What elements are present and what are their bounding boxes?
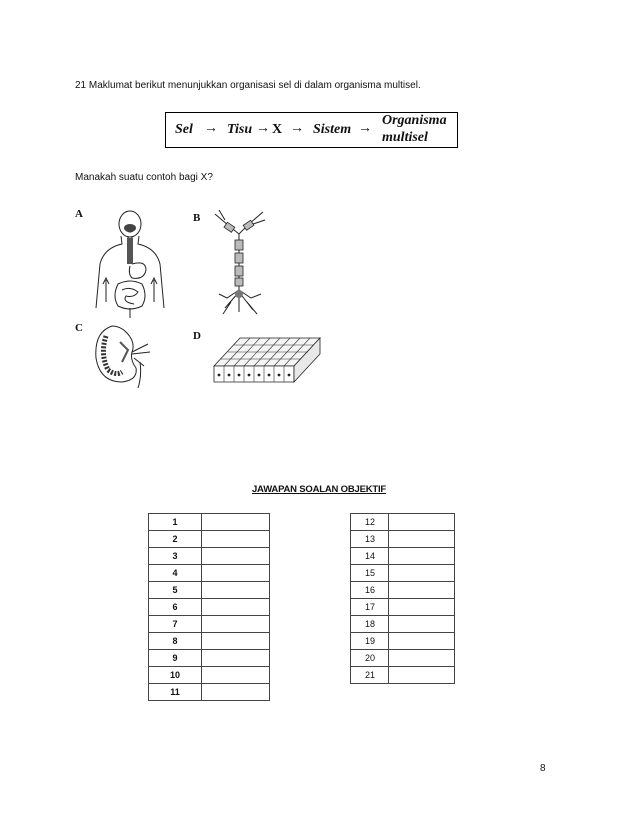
flow-tisu: Tisu (227, 122, 253, 137)
answer-blank-cell[interactable] (202, 582, 270, 599)
answer-blank-cell[interactable] (389, 599, 455, 616)
answer-blank-cell[interactable] (202, 599, 270, 616)
question-number-cell: 16 (351, 582, 389, 599)
question-number-cell: 21 (351, 667, 389, 684)
answer-blank-cell[interactable] (389, 548, 455, 565)
flow-sel: Sel (175, 122, 193, 137)
answer-row (149, 582, 270, 599)
answer-sheet-heading: JAWAPAN SOALAN OBJEKTIF (251, 484, 387, 495)
answer-row (351, 548, 455, 565)
answer-row (351, 616, 455, 633)
answer-blank-cell[interactable] (389, 514, 455, 531)
answer-blank-cell[interactable] (389, 616, 455, 633)
answer-row (351, 565, 455, 582)
answer-row (149, 633, 270, 650)
answer-blank-cell[interactable] (389, 633, 455, 650)
page-number: 8 (540, 763, 546, 774)
flow-organisma: Organisma (382, 113, 447, 128)
question-number-cell: 12 (351, 514, 389, 531)
question-number-cell: 5 (149, 582, 202, 599)
flow-sistem: Sistem (313, 122, 352, 137)
answer-row (149, 684, 270, 701)
answer-row (149, 531, 270, 548)
question-number-cell: 4 (149, 565, 202, 582)
flow-multisel: multisel (382, 130, 428, 145)
question-number-cell: 9 (149, 650, 202, 667)
kidney-illustration (92, 322, 154, 388)
answer-blank-cell[interactable] (202, 650, 270, 667)
arrow-icon: → (290, 121, 304, 136)
option-label-c: C (75, 322, 83, 334)
question-number-cell: 20 (351, 650, 389, 667)
answer-row (351, 599, 455, 616)
answer-blank-cell[interactable] (389, 565, 455, 582)
epithelial-tissue-illustration (206, 330, 322, 390)
question-number-cell: 10 (149, 667, 202, 684)
question-number-cell: 2 (149, 531, 202, 548)
answer-table-left (148, 513, 270, 701)
option-label-b: B (193, 212, 201, 224)
answer-blank-cell[interactable] (202, 531, 270, 548)
answer-row (149, 514, 270, 531)
answer-row (351, 633, 455, 650)
answer-row (149, 565, 270, 582)
question-text: 21 Maklumat berikut menunjukkan organisasi sel di dalam organisma multisel. (75, 80, 421, 91)
question-number-cell: 8 (149, 633, 202, 650)
question-number-cell: 19 (351, 633, 389, 650)
answer-row (149, 667, 270, 684)
answer-row (351, 531, 455, 548)
option-label-d: D (193, 330, 201, 342)
answer-blank-cell[interactable] (202, 548, 270, 565)
answer-row (351, 582, 455, 599)
answer-blank-cell[interactable] (389, 531, 455, 548)
answer-blank-cell[interactable] (202, 514, 270, 531)
answer-table-right (350, 513, 455, 684)
question-number-cell: 15 (351, 565, 389, 582)
question-ask: Manakah suatu contoh bagi X? (75, 172, 213, 183)
answer-blank-cell[interactable] (389, 667, 455, 684)
answer-row (351, 667, 455, 684)
option-label-a: A (75, 208, 83, 220)
answer-blank-cell[interactable] (202, 667, 270, 684)
answer-row (149, 616, 270, 633)
question-number-cell: 17 (351, 599, 389, 616)
answer-blank-cell[interactable] (202, 633, 270, 650)
question-number-cell: 3 (149, 548, 202, 565)
answer-blank-cell[interactable] (389, 582, 455, 599)
answer-row (149, 650, 270, 667)
organisation-flow-box (165, 112, 458, 148)
answer-row (149, 548, 270, 565)
answer-row (351, 650, 455, 667)
arrow-icon: → (358, 121, 372, 136)
answer-row (351, 514, 455, 531)
question-number-cell: 14 (351, 548, 389, 565)
flow-x: X (272, 122, 283, 137)
question-number-cell: 18 (351, 616, 389, 633)
answer-blank-cell[interactable] (202, 616, 270, 633)
arrow-icon: → (204, 121, 218, 136)
digestive-system-illustration (90, 208, 170, 320)
question-number-cell: 13 (351, 531, 389, 548)
neuron-illustration (205, 210, 275, 315)
answer-blank-cell[interactable] (389, 650, 455, 667)
question-number-cell: 1 (149, 514, 202, 531)
question-number-cell: 6 (149, 599, 202, 616)
answer-blank-cell[interactable] (202, 565, 270, 582)
answer-blank-cell[interactable] (202, 684, 270, 701)
answer-row (149, 599, 270, 616)
arrow-icon: → (256, 121, 270, 136)
question-number-cell: 11 (149, 684, 202, 701)
question-number-cell: 7 (149, 616, 202, 633)
